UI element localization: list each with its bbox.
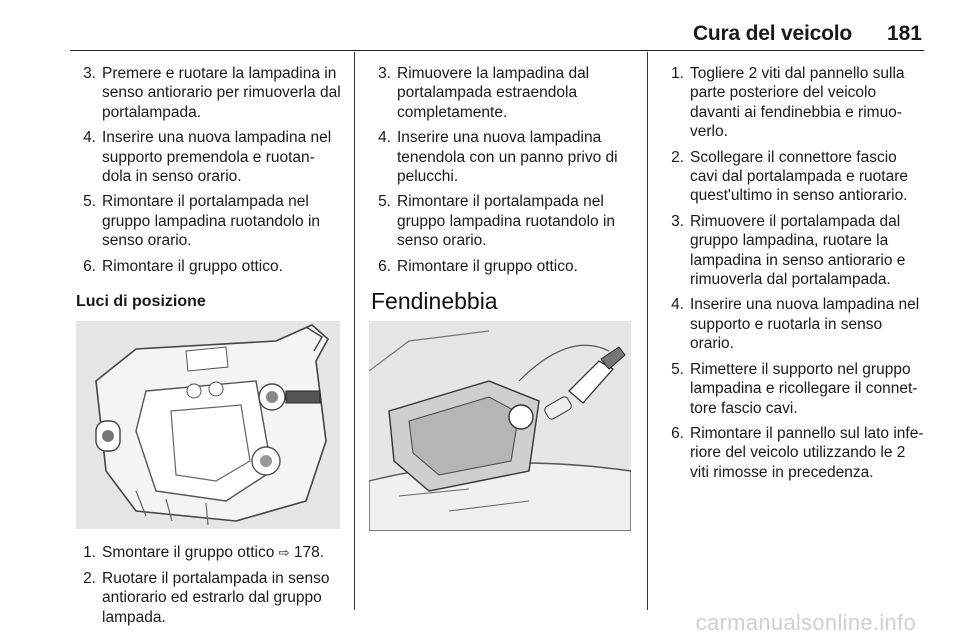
section-title-fendinebbia: Fendinebbia [371,288,498,315]
headlamp-drawing [76,321,340,529]
column-3 [664,64,928,488]
page-header [0,0,960,52]
steps-list-col1-b [76,543,344,627]
list-item: 4. Inserire una nuova lampadina tenendola con un panno privo di pelucchi. [378,129,618,186]
list-item: 3. Rimuovere il portalampada dal gruppo lampadina, ruotare la lampadina in senso antiorario e rimuoverla dal portalampada. [671,212,906,289]
fog-lamp-drawing [369,321,631,531]
header-title: Cura del veicolo [692,22,852,45]
list-item: 1. Smontare il gruppo ottico ⇨ 178. [83,544,325,562]
list-item: 6. Rimontare il gruppo ottico. [378,257,578,275]
page-number: 181 [886,22,922,45]
steps-list-col3 [664,64,928,482]
column-divider-1 [354,52,355,610]
fog-lamp-illustration [369,321,631,531]
list-item: 4. Inserire una nuova lampadina nel supporto e ruotarla in senso orario. [671,296,920,353]
list-item: 3. Rimuovere la lampadina dal portalampada estraendola completamente. [378,65,590,121]
watermark: carmanualsonline.info [695,610,916,635]
headlamp-illustration [76,321,340,529]
arrow-reference-icon: ⇨ [278,545,290,561]
column-divider-2 [647,52,648,610]
list-item: 2. Scollegare il connettore fascio cavi dal portalampada e ruotare quest'ultimo in senso antiorario. [671,148,908,205]
list-item: 2. Ruotare il portalampada in senso antiorario ed estrarlo dal gruppo lampada. [83,569,330,626]
list-item: 5. Rimettere il supporto nel gruppo lampadina e ricollegare il connet-tore fascio cavi. [671,360,918,417]
section-title-luci-di-posizione: Luci di posizione [76,293,206,311]
list-item: 6. Rimontare il gruppo ottico. [83,257,283,275]
page-reference-link[interactable]: 178. [293,544,325,562]
list-item: 5. Rimontare il portalampada nel gruppo lampadina ruotandolo in senso orario. [378,193,616,250]
steps-list-col1 [76,64,344,276]
column-2 [371,64,635,545]
list-item: 4. Inserire una nuova lampadina nel supporto premendola e ruotan-dola in senso orario. [83,129,332,186]
header-rule [70,50,924,51]
steps-list-col2 [371,64,635,276]
list-item: 6. Rimontare il pannello sul lato infe-riore del veicolo utilizzando le 2 viti rimosse in precedenza. [671,424,924,481]
list-item: 3. Premere e ruotare la lampadina in senso antiorario per rimuoverla dal portalampada. [83,65,341,121]
list-item: 5. Rimontare il portalampada nel gruppo lampadina ruotandolo in senso orario. [83,193,321,250]
list-item: 1. Togliere 2 viti dal pannello sulla parte posteriore del veicolo davanti ai fendinebbia e rimuo-verlo. [671,65,905,141]
column-1 [76,64,344,633]
